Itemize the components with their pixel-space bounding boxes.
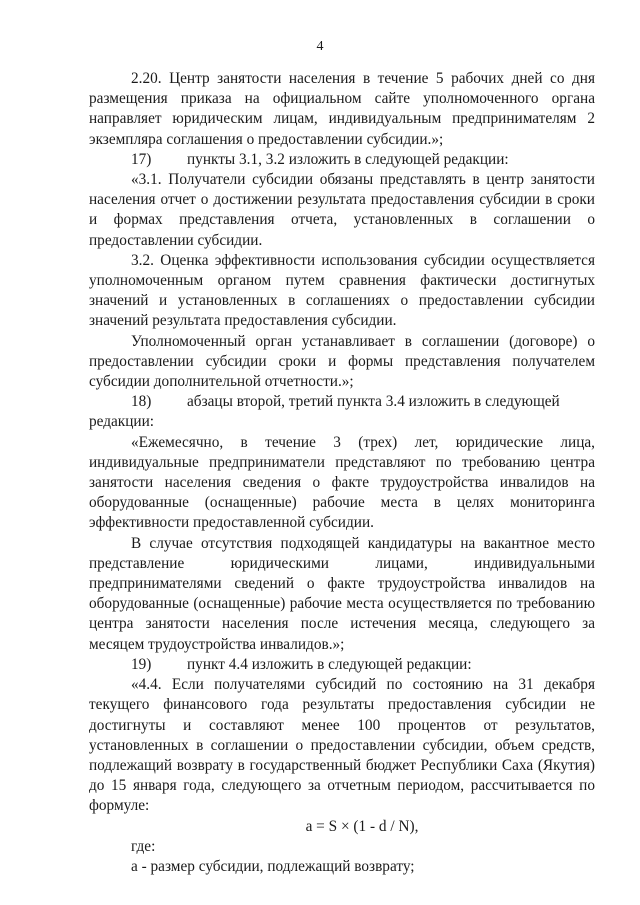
list-item-text: пункты 3.1, 3.2 изложить в следующей редакции: [187, 150, 509, 168]
list-item-number: 18) [131, 393, 152, 411]
paragraph: «4.4. Если получателями субсидий по состоянию на 31 декабря текущего финансового года результаты предоставления субсидии не достигнуты и составляют менее 100 процентов от результатов, установленных в соглашении о предоставлении субсидии, объем средств, подлежащий возврату в государственный бюджет Республики Саха (Якутия) до 15 января года, следующего за отчетным периодом, рассчитывается по формуле: [89, 676, 595, 815]
list-item-text: пункт 4.4 изложить в следующей редакции: [187, 655, 472, 673]
list-item [89, 655, 595, 675]
formula: a = S × (1 - d / N), [305, 817, 419, 835]
paragraph: a - размер субсидии, подлежащий возврату; [131, 857, 415, 875]
list-item-number: 17) [131, 150, 152, 168]
paragraph: 3.2. Оценка эффективности использования субсидии осуществляется уполномоченным органом путем сравнения фактически достигнутых значений и установленных в соглашениях о предоставлении субсидии значений результата предоставления субсидии. [89, 251, 595, 330]
paragraph: Уполномоченный орган устанавливает в соглашении (договоре) о предоставлении субсидии сроки и формы представления получателем субсидии дополнительной отчетности.»; [89, 332, 595, 391]
paragraph: «3.1. Получатели субсидии обязаны представлять в центр занятости населения отчет о достижении результата предоставления субсидии в сроки и формах представления отчета, установленных в соглашении о предоставлении субсидии. [89, 171, 595, 249]
list-item-number: 19) [131, 655, 152, 673]
paragraph: где: [131, 837, 156, 855]
document-body [89, 69, 595, 877]
paragraph: 2.20. Центр занятости населения в течение 5 рабочих дней со дня размещения приказа на официальном сайте уполномоченного органа направляет юридическим лицам, индивидуальным предпринимателям 2 экземпляра соглашения о предоставлении субсидии.»; [89, 70, 595, 148]
paragraph: В случае отсутствия подходящей кандидатуры на вакантное место представление юридическими лицами, индивидуальными предпринимателями сведений о факте трудоустройства инвалидов на оборудованные (оснащенные) рабочие места осуществляется по требованию центра занятости населения после истечения месяца, следующего за месяцем трудоустройства инвалидов.»; [89, 534, 595, 653]
list-item [89, 392, 595, 432]
list-item-text: абзацы второй, третий пункта 3.4 изложить в следующей редакции: [89, 393, 560, 431]
list-item [89, 150, 595, 170]
paragraph: «Ежемесячно, в течение 3 (трех) лет, юридические лица, индивидуальные предприниматели представляют по требованию центра занятости населения сведения о факте трудоустройства инвалидов на оборудованные (оснащенные) рабочие места в целях мониторинга эффективности предоставленной субсидии. [89, 433, 595, 532]
page-number: 4 [316, 39, 324, 54]
